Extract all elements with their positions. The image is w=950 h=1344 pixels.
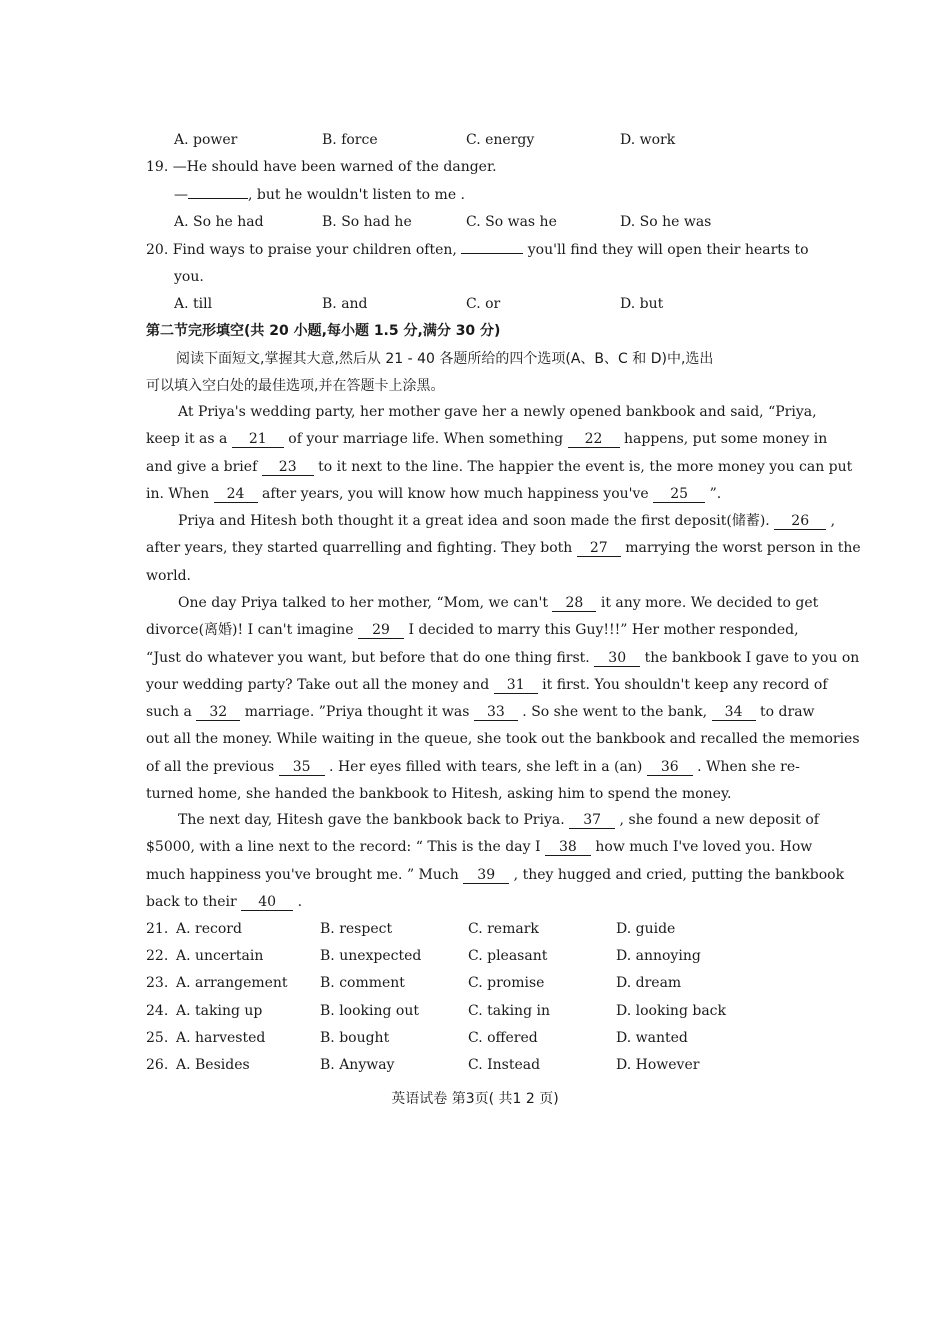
- p3-line-3: “Just do whatever you want, but before that do one thing first. 30 the bankbook I gave to you on: [146, 649, 860, 666]
- p1-line-4: in. When 24 after years, you will know how much happiness you've 25 ”.: [146, 485, 722, 502]
- blank-35: 35: [279, 759, 325, 776]
- question-22-option-a: A. uncertain: [176, 948, 264, 964]
- q18-option-b: B. force: [322, 132, 378, 148]
- p2-line-2: after years, they started quarrelling and fighting. They both 27 marrying the worst person in the: [146, 540, 861, 557]
- p4-line-2: $5000, with a line next to the record: “ This is the day I 38 how much I've loved you. How: [146, 839, 813, 856]
- question-25-option-d: D. wanted: [616, 1030, 688, 1046]
- question-21-option-d: D. guide: [616, 921, 676, 937]
- question-26-option-d: D. However: [616, 1057, 700, 1073]
- p3-line-5: such a 32 marriage. ”Priya thought it was 33 . So she went to the bank, 34 to draw: [146, 704, 815, 721]
- q19-number: 19.: [146, 159, 169, 175]
- blank-34: 34: [712, 704, 756, 721]
- blank-28: 28: [552, 595, 596, 612]
- blank-36: 36: [647, 759, 693, 776]
- question-22-number: 22.: [146, 948, 169, 964]
- blank-31: 31: [494, 677, 538, 694]
- section2-instruction-2: 可以填入空白处的最佳选项,并在答题卡上涂黑。: [146, 378, 445, 394]
- blank-25: 25: [653, 486, 705, 503]
- question-26-option-c: C. Instead: [468, 1057, 541, 1073]
- question-24-number: 24.: [146, 1003, 169, 1019]
- question-22-option-c: C. pleasant: [468, 948, 548, 964]
- passage-paragraph-4: [146, 807, 845, 916]
- blank-23: 23: [262, 459, 314, 476]
- question-24-option-d: D. looking back: [616, 1003, 726, 1019]
- p3-line-6: out all the money. While waiting in the queue, she took out the bankbook and recalled the memories: [146, 731, 860, 748]
- question-24-option-c: C. taking in: [468, 1003, 550, 1019]
- q19-blank: [188, 198, 248, 199]
- blank-37: 37: [569, 812, 615, 829]
- question-21-option-c: C. remark: [468, 921, 539, 937]
- question-22-option-b: B. unexpected: [320, 948, 422, 964]
- q19-dash: —: [174, 187, 188, 203]
- q19-option-a: A. So he had: [174, 214, 264, 230]
- q20-blank: [461, 253, 523, 254]
- p3-line-7: of all the previous 35 . Her eyes filled with tears, she left in a (an) 36 . When she re-: [146, 758, 800, 775]
- blank-21: 21: [232, 431, 284, 448]
- p3-line-2: divorce(离婚)! I can't imagine 29 I decided to marry this Guy!!!” Her mother responded,: [146, 622, 799, 639]
- q19-option-c: C. So was he: [466, 214, 557, 230]
- q20-line2: you.: [174, 269, 204, 285]
- q20-option-b: B. and: [322, 296, 368, 312]
- blank-33: 33: [474, 704, 518, 721]
- question-23-option-d: D. dream: [616, 975, 682, 991]
- question-25-option-c: C. offered: [468, 1030, 538, 1046]
- question-21-number: 21.: [146, 921, 169, 937]
- question-25-option-a: A. harvested: [176, 1030, 266, 1046]
- p3-line-4: your wedding party? Take out all the money and 31 it first. You shouldn't keep any record of: [146, 676, 828, 693]
- q19-option-b: B. So had he: [322, 214, 412, 230]
- question-23-option-a: A. arrangement: [176, 975, 288, 991]
- blank-32: 32: [196, 704, 240, 721]
- p4-line-4: back to their 40 .: [146, 893, 303, 910]
- passage-paragraph-1: [146, 399, 853, 508]
- blank-26: 26: [774, 513, 826, 530]
- q18-option-c: C. energy: [466, 132, 535, 148]
- q18-option-d: D. work: [620, 132, 676, 148]
- q20-line1a: Find ways to praise your children often,: [172, 242, 457, 258]
- q20-number: 20.: [146, 242, 169, 258]
- blank-27: 27: [577, 540, 621, 557]
- blank-40: 40: [241, 894, 293, 911]
- q19-stem: [146, 158, 497, 176]
- blank-22: 22: [568, 431, 620, 448]
- blank-38: 38: [545, 839, 591, 856]
- q19-line2-text: , but he wouldn't listen to me .: [248, 187, 465, 203]
- q19-line1: —He should have been warned of the danger.: [172, 159, 497, 175]
- question-24-option-b: B. looking out: [320, 1003, 419, 1019]
- section2-instruction-1: 阅读下面短文,掌握其大意,然后从 21 - 40 各题所给的四个选项(A、B、C 和 D)中,选出: [176, 351, 714, 367]
- question-26-number: 26.: [146, 1057, 169, 1073]
- q20-option-d: D. but: [620, 296, 664, 312]
- question-22-option-d: D. annoying: [616, 948, 701, 964]
- p3-line-8: turned home, she handed the bankbook to Hitesh, asking him to spend the money.: [146, 786, 732, 803]
- question-21-option-a: A. record: [176, 921, 242, 937]
- section2-heading: 第二节完形填空(共 20 小题,每小题 1.5 分,满分 30 分): [146, 323, 501, 339]
- q18-option-a: A. power: [174, 132, 238, 148]
- question-23-number: 23.: [146, 975, 169, 991]
- q20-line1b: you'll find they will open their hearts to: [527, 242, 809, 258]
- question-26-option-a: A. Besides: [176, 1057, 250, 1073]
- p2-line-1: Priya and Hitesh both thought it a great idea and soon made the first deposit(储蓄). 26 ,: [178, 513, 836, 529]
- p2-line-3: world.: [146, 567, 191, 584]
- p4-line-1: The next day, Hitesh gave the bankbook back to Priya. 37 , she found a new deposit of: [178, 812, 819, 828]
- q20-stem: [146, 241, 809, 259]
- blank-30: 30: [594, 650, 640, 667]
- q19-option-d: D. So he was: [620, 214, 712, 230]
- question-21-option-b: B. respect: [320, 921, 393, 937]
- p1-line-3: and give a brief 23 to it next to the line. The happier the event is, the more money you can put: [146, 458, 853, 475]
- blank-24: 24: [214, 486, 258, 503]
- blank-39: 39: [463, 867, 509, 884]
- p1-line-1: At Priya's wedding party, her mother gave her a newly opened bankbook and said, “Priya,: [178, 404, 817, 420]
- question-25-number: 25.: [146, 1030, 169, 1046]
- q20-option-c: C. or: [466, 296, 501, 312]
- blank-29: 29: [358, 622, 404, 639]
- p4-line-3: much happiness you've brought me. ” Much 39 , they hugged and cried, putting the bankbook: [146, 866, 845, 883]
- question-26-option-b: B. Anyway: [320, 1057, 395, 1073]
- page-footer: 英语试卷 第3页( 共1 2 页): [391, 1091, 559, 1107]
- question-23-option-c: C. promise: [468, 975, 545, 991]
- p1-line-2: keep it as a 21 of your marriage life. When something 22 happens, put some money in: [146, 431, 828, 448]
- passage-paragraph-3: [146, 590, 860, 808]
- q20-option-a: A. till: [174, 296, 213, 312]
- p3-line-1: One day Priya talked to her mother, “Mom, we can't 28 it any more. We decided to get: [178, 595, 819, 611]
- passage-paragraph-2: [146, 508, 861, 590]
- q19-line2: [174, 186, 465, 204]
- question-23-option-b: B. comment: [320, 975, 405, 991]
- question-25-option-b: B. bought: [320, 1030, 390, 1046]
- question-24-option-a: A. taking up: [176, 1003, 263, 1019]
